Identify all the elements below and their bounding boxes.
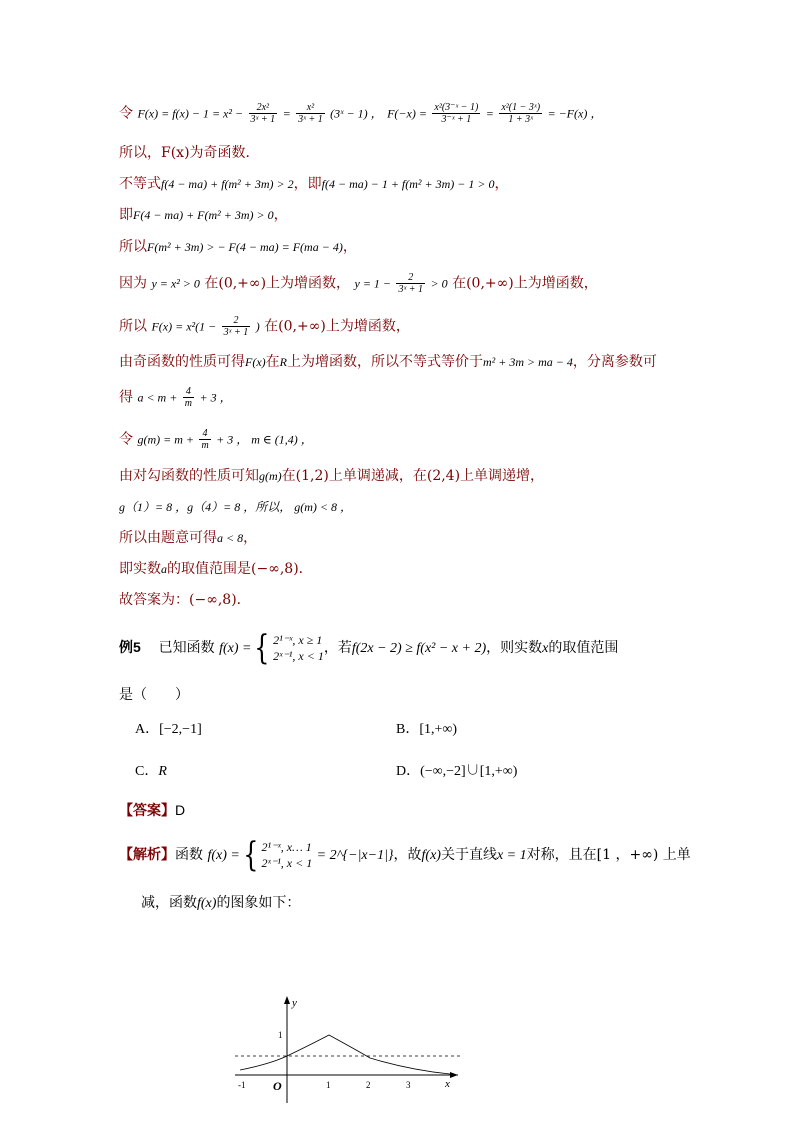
solution-line-9: 得 a < m + $\frac{4}{m}$ + 3 ，	[119, 386, 232, 409]
tick-label-2: 2	[366, 1080, 371, 1090]
solution-line-12: g（1）= 8 ，g（4）= 8 ，所以， g(m) < 8 ，	[119, 500, 352, 514]
option-d[interactable]: D．(−∞,−2]∪[1,+∞)	[396, 764, 518, 779]
function-curve	[240, 1035, 450, 1074]
fraction: $\frac{\text{x²(3⁻ˣ − 1)}}{\text{3⁻ˣ + 1}}$	[434, 102, 479, 125]
solution-line-14: 即实数a的取值范围是(−∞,8)．	[119, 561, 313, 577]
analysis-tag: 【解析】	[119, 847, 175, 863]
solution-line-1: 令 F(x) = f(x) − 1 = x² − $\frac{\text{2x²}}{\text{3ˣ + 1}}$ = $\frac{\text{x²}}{\text{3ˣ + 1}}$ (3ˣ − 1) ， F(−x) = $\frac{\text{x²(3⁻ˣ − 1)}}{\text{3⁻ˣ + 1}}$ = $\frac{\text{x²(1 − 3ˣ)}}{\text{1 + 3ˣ}}$ = −F(x) ，	[119, 102, 603, 125]
tick-label-y1: 1	[278, 1030, 283, 1040]
solution-line-7: 所以 F(x) = x²(1 − $\frac{2}{\text{3ˣ + 1}}$ ) 在(0,+∞)上为增函数，	[119, 315, 410, 338]
solution-line-8: 由奇函数的性质可得F(x)在R上为增函数，所以不等式等价于m² + 3m > ma − 4，分离参数可	[119, 354, 657, 370]
solution-line-3: 不等式f(4 − ma) + f(m² + 3m) > 2，即f(4 − ma) − 1 + f(m² + 3m) − 1 > 0，	[119, 176, 509, 192]
fraction: $\frac{2}{\text{3ˣ + 1}}$	[398, 272, 424, 295]
answer-line	[119, 800, 185, 821]
origin-label: O	[273, 1079, 282, 1093]
option-a[interactable]: A．[−2,−1]	[135, 722, 202, 737]
function-graph	[230, 990, 470, 1105]
solution-line-2: 所以，F(x)为奇函数．	[119, 145, 260, 161]
fraction: $\frac{4}{m}$	[184, 386, 193, 409]
example-5-statement: 例5 已知函数 f(x) ={ 2¹⁻ˣ, x ≥ 1 2ˣ⁻¹, x < 1 ，若f(2x − 2) ≥ f(x² − x + 2)，则实数x的取值范围	[119, 628, 619, 668]
piecewise-cases: 2¹⁻ˣ, x ≥ 1 2ˣ⁻¹, x < 1	[273, 633, 324, 663]
solution-line-11: 由对勾函数的性质可知g(m)在(1,2)上单调递减，在(2,4)上单调递增，	[119, 468, 545, 484]
solution-line-13: 所以由题意可得a < 8，	[119, 530, 258, 546]
answer-tag: 【答案】	[119, 803, 175, 819]
fraction: $\frac{\text{2x²}}{\text{3ˣ + 1}}$	[250, 102, 276, 125]
x-axis-label: x	[445, 1078, 450, 1090]
option-c[interactable]: C．R	[135, 764, 167, 779]
example-5-continuation: 是（ ）	[119, 687, 189, 703]
tick-label-neg1: -1	[238, 1080, 246, 1090]
solution-line-4: 即F(4 − ma) + F(m² + 3m) > 0，	[119, 207, 288, 223]
solution-line-15: 故答案为：(−∞,8)．	[119, 592, 251, 608]
solution-line-10: 令 g(m) = m + $\frac{4}{m}$ + 3 ， m ∈ (1,4) ，	[119, 428, 313, 451]
tick-label-3: 3	[406, 1080, 411, 1090]
analysis-line-1: 【解析】函数 f(x) ={ 2¹⁻ˣ, x… 1 2ˣ⁻¹, x < 1 = 2^{−|x−1|}，故f(x)关于直线x = 1对称，且在[1 ，+∞) 上单	[119, 835, 691, 875]
fraction: $\frac{4}{m}$	[201, 428, 209, 451]
analysis-line-2: 减，函数f(x)的图象如下：	[141, 895, 301, 911]
y-axis-arrow	[284, 996, 290, 1004]
option-b[interactable]: B．[1,+∞)	[396, 722, 458, 737]
piecewise-cases: 2¹⁻ˣ, x… 1 2ˣ⁻¹, x < 1	[261, 840, 313, 870]
fraction: $\frac{\text{x²(1 − 3ˣ)}}{\text{1 + 3ˣ}}$	[501, 102, 541, 125]
fraction: $\frac{\text{x²}}{\text{3ˣ + 1}}$	[298, 102, 323, 125]
y-axis-label: y	[292, 997, 297, 1009]
solution-line-6: 因为 y = x² > 0 在(0,+∞)上为增函数， y = 1 − $\frac{2}{\text{3ˣ + 1}}$ > 0 在(0,+∞)上为增函数，	[119, 272, 598, 295]
tick-label-1: 1	[326, 1080, 331, 1090]
solution-line-5: 所以F(m² + 3m) > − F(4 − ma) = F(ma − 4)，	[119, 239, 357, 255]
example-label: 例5	[119, 639, 141, 655]
fraction: $\frac{2}{\text{3ˣ + 1}}$	[223, 315, 249, 338]
x-axis-arrow	[450, 1072, 458, 1078]
answer-value: D	[175, 802, 186, 818]
